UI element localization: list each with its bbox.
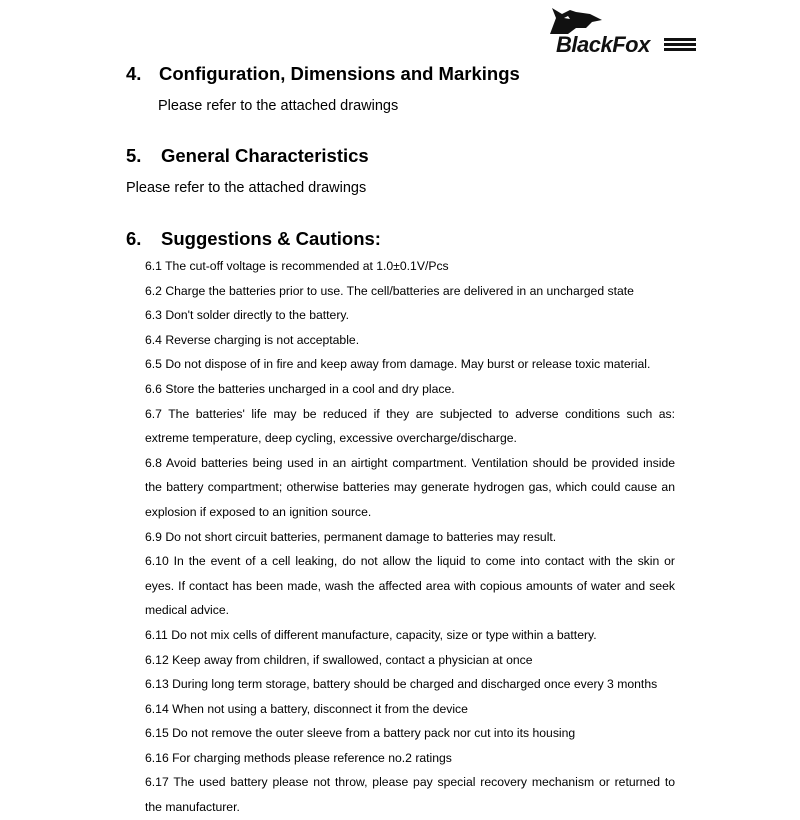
section-6-heading (126, 228, 381, 250)
section-title: General Characteristics (161, 145, 369, 166)
section-5-heading (126, 145, 369, 167)
caution-item: 6.12 Keep away from children, if swallowed, contact a physician at once (145, 652, 533, 667)
caution-item: 6.3 Don't solder directly to the battery. (145, 308, 349, 323)
section-number: 5. (126, 145, 142, 166)
cautions-list (145, 254, 675, 820)
section-4-body: Please refer to the attached drawings (158, 98, 399, 114)
caution-item: 6.11 Do not mix cells of different manufacture, capacity, size or type within a battery. (145, 627, 597, 642)
caution-item: 6.9 Do not short circuit batteries, permanent damage to batteries may result. (145, 529, 557, 544)
caution-item: 6.17 The used battery please not throw, please pay special recovery mechanism or returned to the manufacturer. (145, 775, 675, 815)
section-title: Configuration, Dimensions and Markings (159, 63, 520, 84)
caution-item: 6.14 When not using a battery, disconnect it from the device (145, 701, 468, 716)
caution-item: 6.15 Do not remove the outer sleeve from a battery pack nor cut into its housing (145, 726, 576, 741)
caution-item: 6.2 Charge the batteries prior to use. The cell/batteries are delivered in an uncharged state (145, 283, 634, 298)
section-number: 6. (126, 228, 142, 249)
caution-item: 6.6 Store the batteries uncharged in a cool and dry place. (145, 381, 455, 396)
section-4-heading (126, 63, 520, 85)
caution-item: 6.13 During long term storage, battery should be charged and discharged once every 3 months (145, 677, 658, 692)
caution-item: 6.10 In the event of a cell leaking, do not allow the liquid to come into contact with the skin or eyes. If contact has been made, wash the affected area with copious amounts of water and seek medical advice. (145, 554, 675, 618)
caution-item: 6.1 The cut-off voltage is recommended at 1.0±0.1V/Pcs (145, 259, 449, 273)
caution-item: 6.16 For charging methods please reference no.2 ratings (145, 750, 452, 765)
section-number: 4. (126, 63, 142, 84)
section-5-body: Please refer to the attached drawings (126, 180, 367, 196)
section-title: Suggestions & Cautions: (161, 228, 381, 249)
caution-item: 6.7 The batteries' life may be reduced if they are subjected to adverse conditions such as: extreme temperature, deep cycling, excessive overcharge/discharge. (145, 406, 675, 446)
caution-item: 6.4 Reverse charging is not acceptable. (145, 332, 360, 347)
caution-item: 6.5 Do not dispose of in fire and keep away from damage. May burst or release toxic material. (145, 357, 651, 372)
blackfox-logo (546, 4, 698, 56)
logo-speed-lines (664, 38, 696, 52)
logo-wordmark: BlackFox (556, 32, 650, 57)
caution-item: 6.8 Avoid batteries being used in an airtight compartment. Ventilation should be provided inside the battery compartment; otherwise batteries may generate hydrogen gas, which could cause an explosion if exposed to an ignition source. (145, 455, 675, 519)
